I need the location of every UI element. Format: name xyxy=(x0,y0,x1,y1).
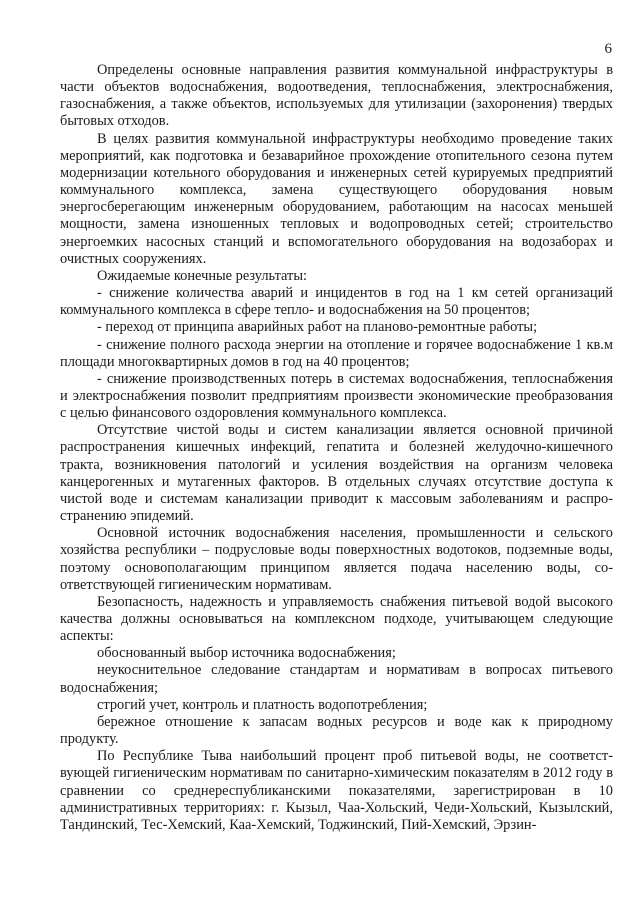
page-number: 6 xyxy=(604,41,612,57)
paragraph-safety-approach: Безопасность, надежность и управляемость снабжения питьевой водой высокого качества должны основываться на комплексном подходе, учитывающем следующие аспекты: xyxy=(60,593,613,645)
paragraph-clean-water-absence: Отсутствие чистой воды и систем канализации является основной причиной распространения кишечных инфекций, гепатита и болезней желудочно-кишечного тракта, возникновения патологий и усиления воздействия на организм человека канцерогенных и мутагенных факторов. В отдельных случаях отсутствие доступа к чистой воде и системам канализации приводит к массовым заболеваниям и распространению эпидемий. xyxy=(60,422,613,525)
document-body xyxy=(60,62,613,834)
list-item-resource-care: бережное отношение к запасам водных ресурсов и воде как к природному продукту. xyxy=(60,713,613,748)
paragraph-development-measures: В целях развития коммунальной инфраструктуры необходимо проведение таких мероприятий, как подготовка и безаварийное прохождение отопительного сезона путем модернизации котельного оборудования и инженерных сетей курируемых предприятий коммунального комплекса, замена существующего оборудования новым энергосберегающим инженерным оборудованием, работающим на насосах меньшей мощности, замена изношенных тепловых и водопроводных сетей; строительство энергоемких насосных станций и вспомогательного оборудования на водозаборах и очистных сооружениях. xyxy=(60,130,613,267)
list-item-energy-reduction: - снижение полного расхода энергии на отопление и горячее водоснабжение 1 кв.м площади многоквартирных домов в год на 40 процентов; xyxy=(60,336,613,370)
list-item-accounting-control: строгий учет, контроль и платность водопотребления; xyxy=(97,696,428,713)
paragraph-tuva-water-samples: По Республике Тыва наибольший процент проб питьевой воды, не соответствующей гигиеническим нормативам по санитарно-химическим показателям в 2012 году в сравнении со среднереспубликанскими показателями, зарегистрирован в 10 административных территориях: г. Кызыл, Чаа-Хольский, Чеди-Хольский, Кызылский, Тандинский, Тес-Хемский, Каа-Хемский, Тоджинский, Пий-Хемский, Эрзин- xyxy=(60,748,613,833)
list-item-loss-reduction: - снижение производственных потерь в системах водоснабжения, теплоснабжения и электроснабжения позволит предприятиям произвести экономические преобразования с целью финансового оздоровления коммунального комплекса. xyxy=(60,370,613,422)
list-item-standards-compliance: неукоснительное следование стандартам и нормативам в вопросах питьевого водоснабжения; xyxy=(60,662,613,696)
paragraph-expected-results-heading: Ожидаемые конечные результаты: xyxy=(97,267,308,284)
list-item-accident-reduction: - снижение количества аварий и инцидентов в год на 1 км сетей организаций коммунального комплекса в сфере тепло- и водоснабжения на 50 процентов; xyxy=(60,285,613,319)
paragraph-infrastructure-directions: Определены основные направления развития коммунальной инфраструктуры в части объектов водоснабжения, водоотведения, теплоснабжения, электроснабжения, газоснабжения, а также объектов, используемых для утилизации (захоронения) твердых бытовых отходов. xyxy=(60,62,613,130)
list-item-source-choice: обоснованный выбор источника водоснабжения; xyxy=(97,645,396,662)
list-item-planned-repairs: - переход от принципа аварийных работ на планово-ремонтные работы; xyxy=(97,319,538,336)
paragraph-water-source: Основной источник водоснабжения населения, промышленности и сельского хозяйства республики – подрусловые воды поверхностных водотоков, подземные воды, поэтому основополагающим принципом является подача населению воды, соответствующей гигиеническим нормативам. xyxy=(60,525,613,593)
